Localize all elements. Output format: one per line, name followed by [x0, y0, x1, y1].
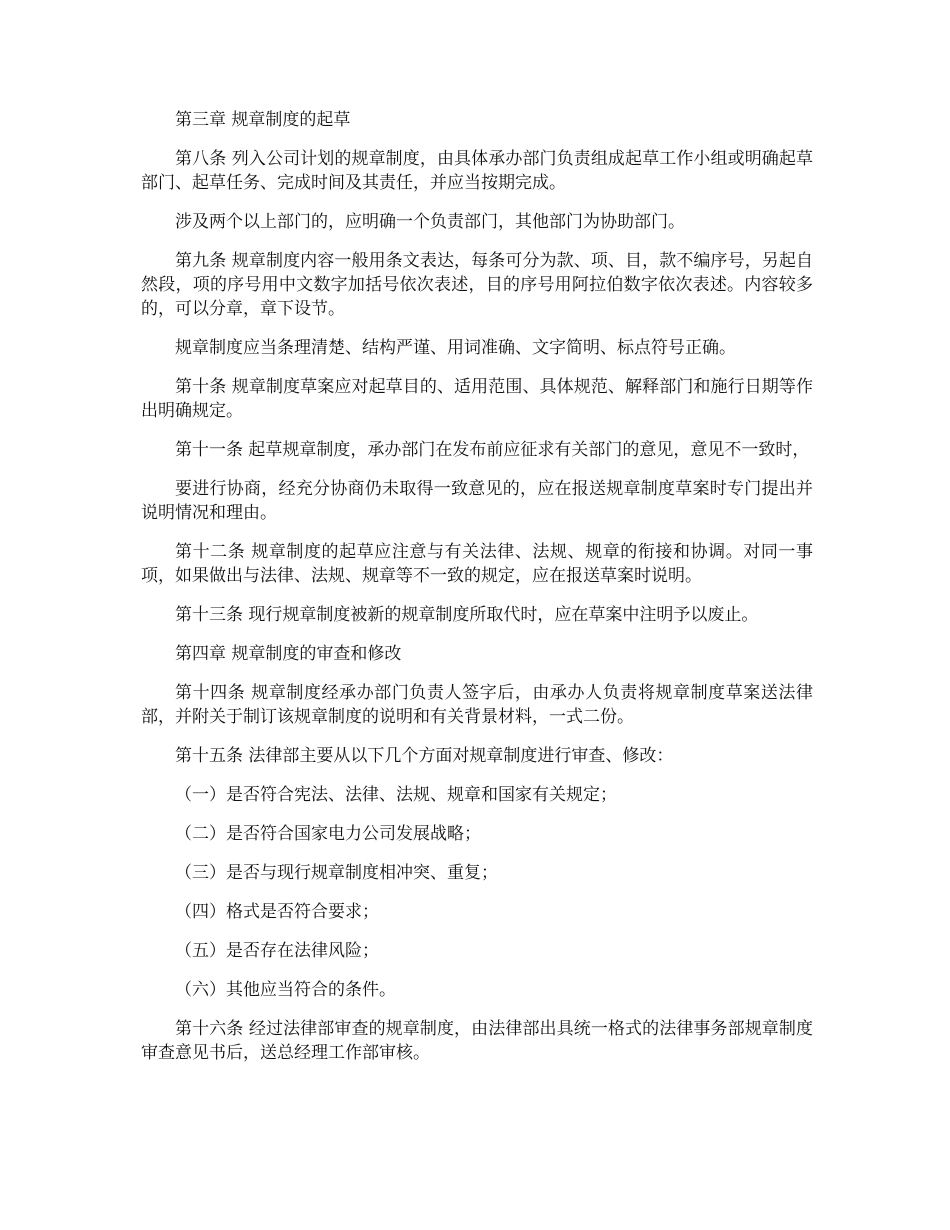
list-item: （一）是否符合宪法、法律、法规、规章和国家有关规定； — [175, 785, 617, 805]
article-paragraph: 第十三条 现行规章制度被新的规章制度所取代时，应在草案中注明予以废止。 — [175, 605, 759, 625]
article-paragraph: 第十五条 法律部主要从以下几个方面对规章制度进行审查、修改： — [175, 746, 674, 766]
article-paragraph: 第九条 规章制度内容一般用条文表达，每条可分为款、项、目，款不编序号，另起自然段，项的序号用中文数字加括号依次表述，目的序号用阿拉伯数字依次表述。内容较多的，可以分章，章下设节。 — [141, 251, 813, 319]
list-item: （四）格式是否符合要求； — [175, 902, 379, 922]
chapter-heading: 第四章 规章制度的审查和修改 — [175, 644, 402, 664]
article-paragraph: 涉及两个以上部门的，应明确一个负责部门，其他部门为协助部门。 — [175, 212, 685, 232]
document-body — [141, 108, 813, 1080]
article-paragraph: 第十六条 经过法律部审查的规章制度，由法律部出具统一格式的法律事务部规章制度审查意见书后，送总经理工作部审核。 — [141, 1019, 813, 1063]
article-paragraph: 第十四条 规章制度经承办部门负责人签字后，由承办人负责将规章制度草案送法律部，并附关于制订该规章制度的说明和有关背景材料，一式二份。 — [141, 683, 813, 727]
list-item: （六）其他应当符合的条件。 — [175, 980, 396, 1000]
list-item: （五）是否存在法律风险； — [175, 941, 379, 961]
list-item: （三）是否与现行规章制度相冲突、重复； — [175, 863, 498, 883]
chapter-heading: 第三章 规章制度的起草 — [175, 110, 351, 130]
list-item: （二）是否符合国家电力公司发展战略； — [175, 824, 481, 844]
article-paragraph: 规章制度应当条理清楚、结构严谨、用词准确、文字简明、标点符号正确。 — [175, 338, 736, 358]
article-paragraph: 第十一条 起草规章制度，承办部门在发布前应征求有关部门的意见，意见不一致时， — [175, 440, 810, 460]
article-paragraph: 要进行协商，经充分协商仍未取得一致意见的，应在报送规章制度草案时专门提出并说明情况和理由。 — [141, 479, 813, 523]
article-paragraph: 第十条 规章制度草案应对起草目的、适用范围、具体规范、解释部门和施行日期等作出明确规定。 — [141, 377, 813, 421]
article-paragraph: 第八条 列入公司计划的规章制度，由具体承办部门负责组成起草工作小组或明确起草部门、起草任务、完成时间及其责任，并应当按期完成。 — [141, 149, 813, 193]
article-paragraph: 第十二条 规章制度的起草应注意与有关法律、法规、规章的衔接和协调。对同一事项，如果做出与法律、法规、规章等不一致的规定，应在报送草案时说明。 — [141, 542, 813, 586]
